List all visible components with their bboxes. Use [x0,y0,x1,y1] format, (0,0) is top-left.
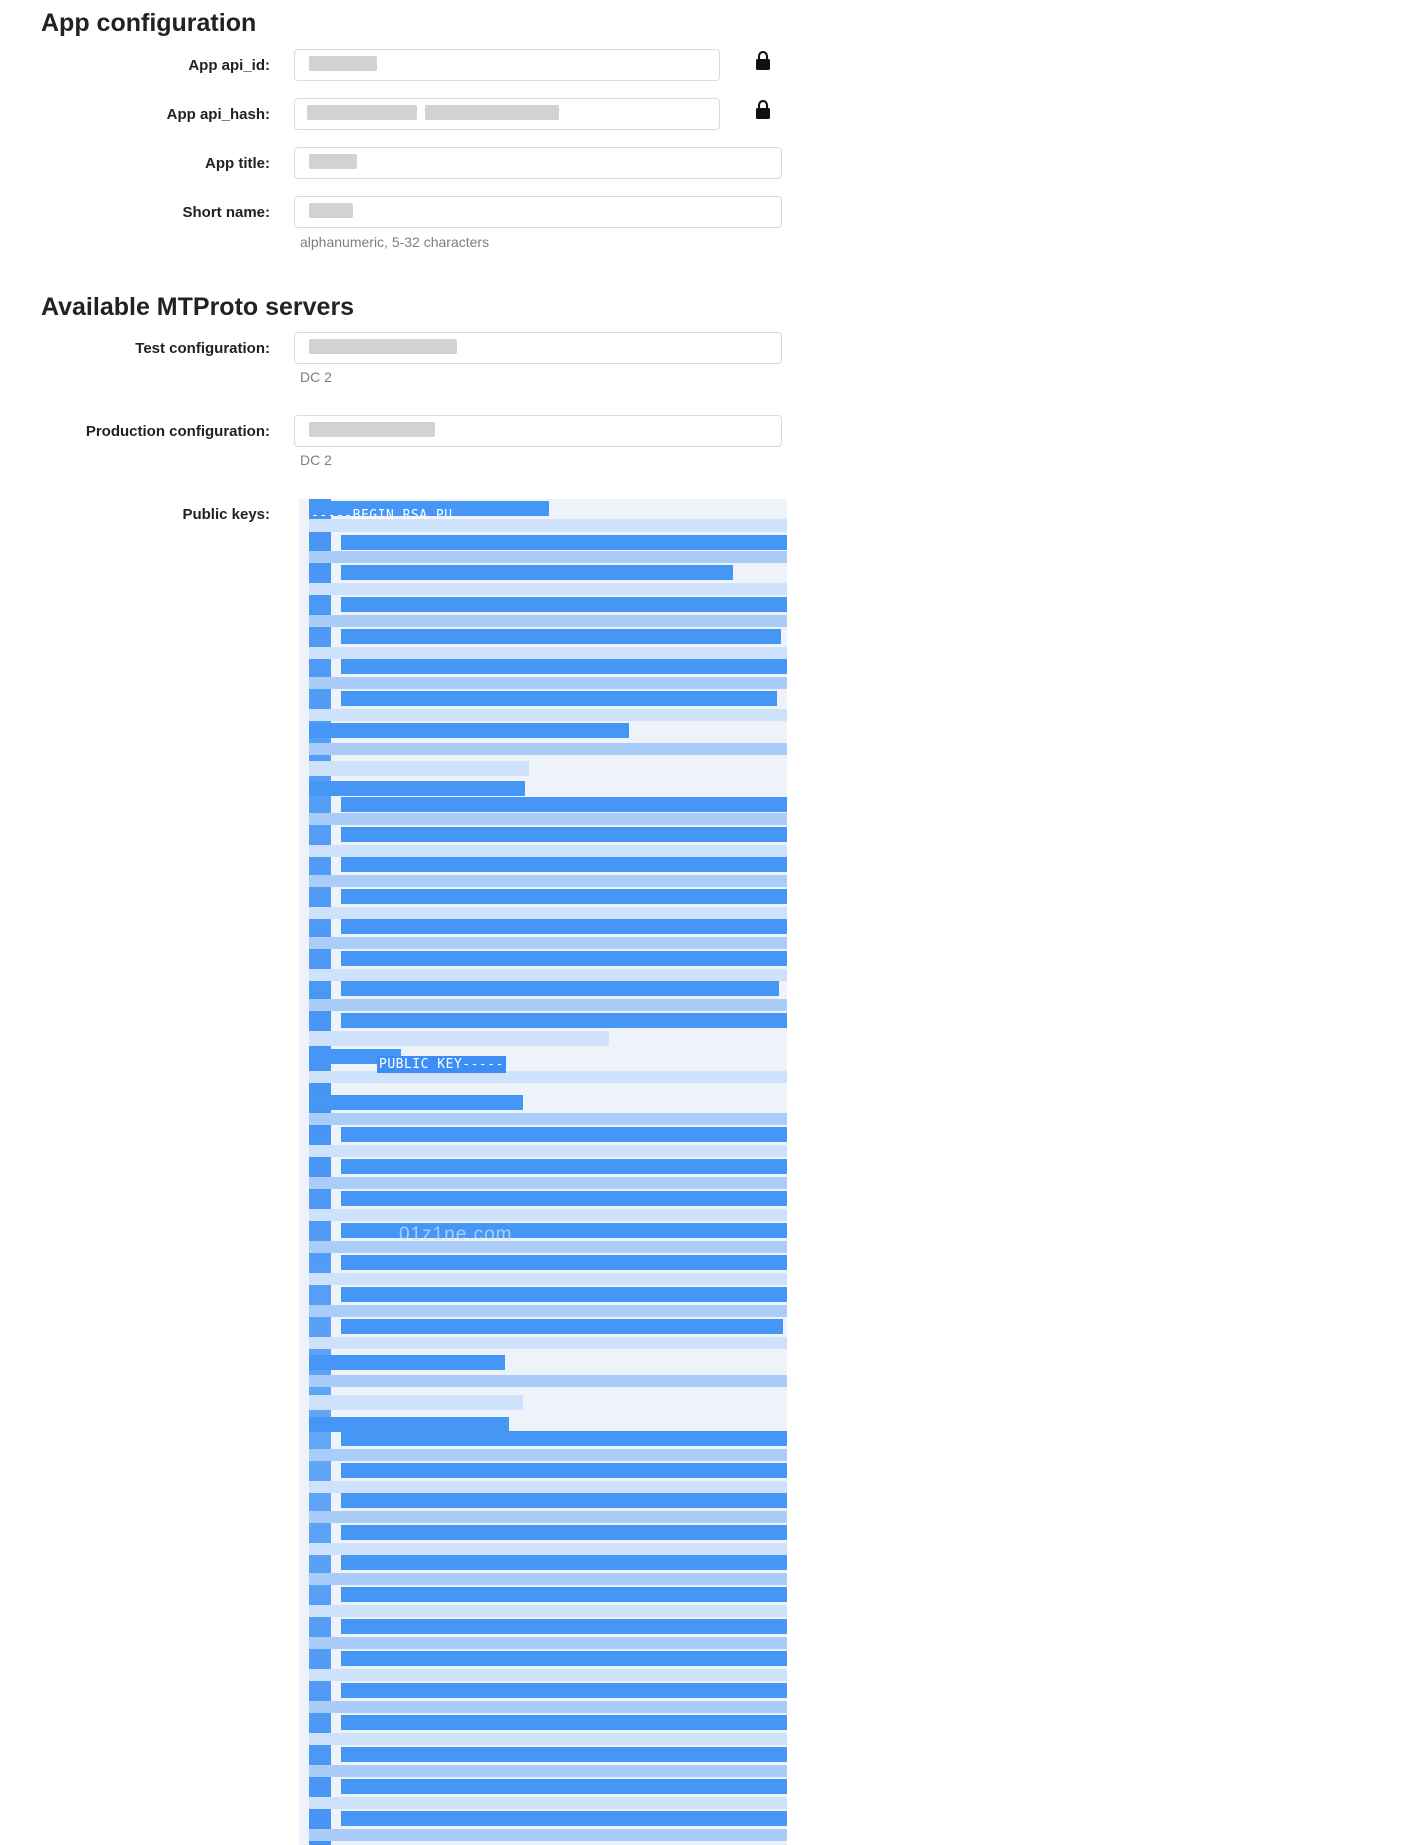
input-wrap-api-hash [294,98,720,130]
public-keys-end-marker: PUBLIC KEY----- [379,1057,504,1072]
public-keys-begin-marker: -----BEGIN RSA PU [311,508,453,523]
field-row-api-id [0,49,790,81]
input-wrap-test-configuration [294,332,782,364]
label-app-title: App title: [205,155,270,172]
short-name-input[interactable] [294,196,782,228]
field-row-production-configuration [0,415,790,447]
label-test-configuration: Test configuration: [135,340,270,357]
field-row-app-title [0,147,790,179]
label-public-keys: Public keys: [182,506,270,523]
input-wrap-short-name [294,196,782,228]
lock-icon [754,99,772,121]
test-configuration-dc: DC 2 [300,369,332,385]
short-name-hint: alphanumeric, 5-32 characters [300,234,490,250]
app-title-input[interactable] [294,147,782,179]
field-row-api-hash [0,98,790,130]
input-wrap-api-id [294,49,720,81]
mtproto-section-title: Available MTProto servers [41,293,355,321]
public-keys-textarea[interactable] [299,499,787,1845]
field-row-short-name [0,196,790,228]
watermark: 01z1ne.com [399,1224,513,1245]
page-title: App configuration [41,9,257,37]
app-api-hash-input[interactable] [294,98,720,130]
public-keys-content [299,499,787,1845]
label-app-api-hash: App api_hash: [166,106,270,123]
input-wrap-app-title [294,147,782,179]
lock-icon [754,50,772,72]
input-wrap-production-configuration [294,415,782,447]
label-app-api-id: App api_id: [188,57,270,74]
test-configuration-input[interactable] [294,332,782,364]
production-configuration-input[interactable] [294,415,782,447]
field-row-test-configuration [0,332,790,364]
label-short-name: Short name: [182,204,270,221]
app-api-id-input[interactable] [294,49,720,81]
production-configuration-dc: DC 2 [300,452,332,468]
label-production-configuration: Production configuration: [85,423,270,440]
